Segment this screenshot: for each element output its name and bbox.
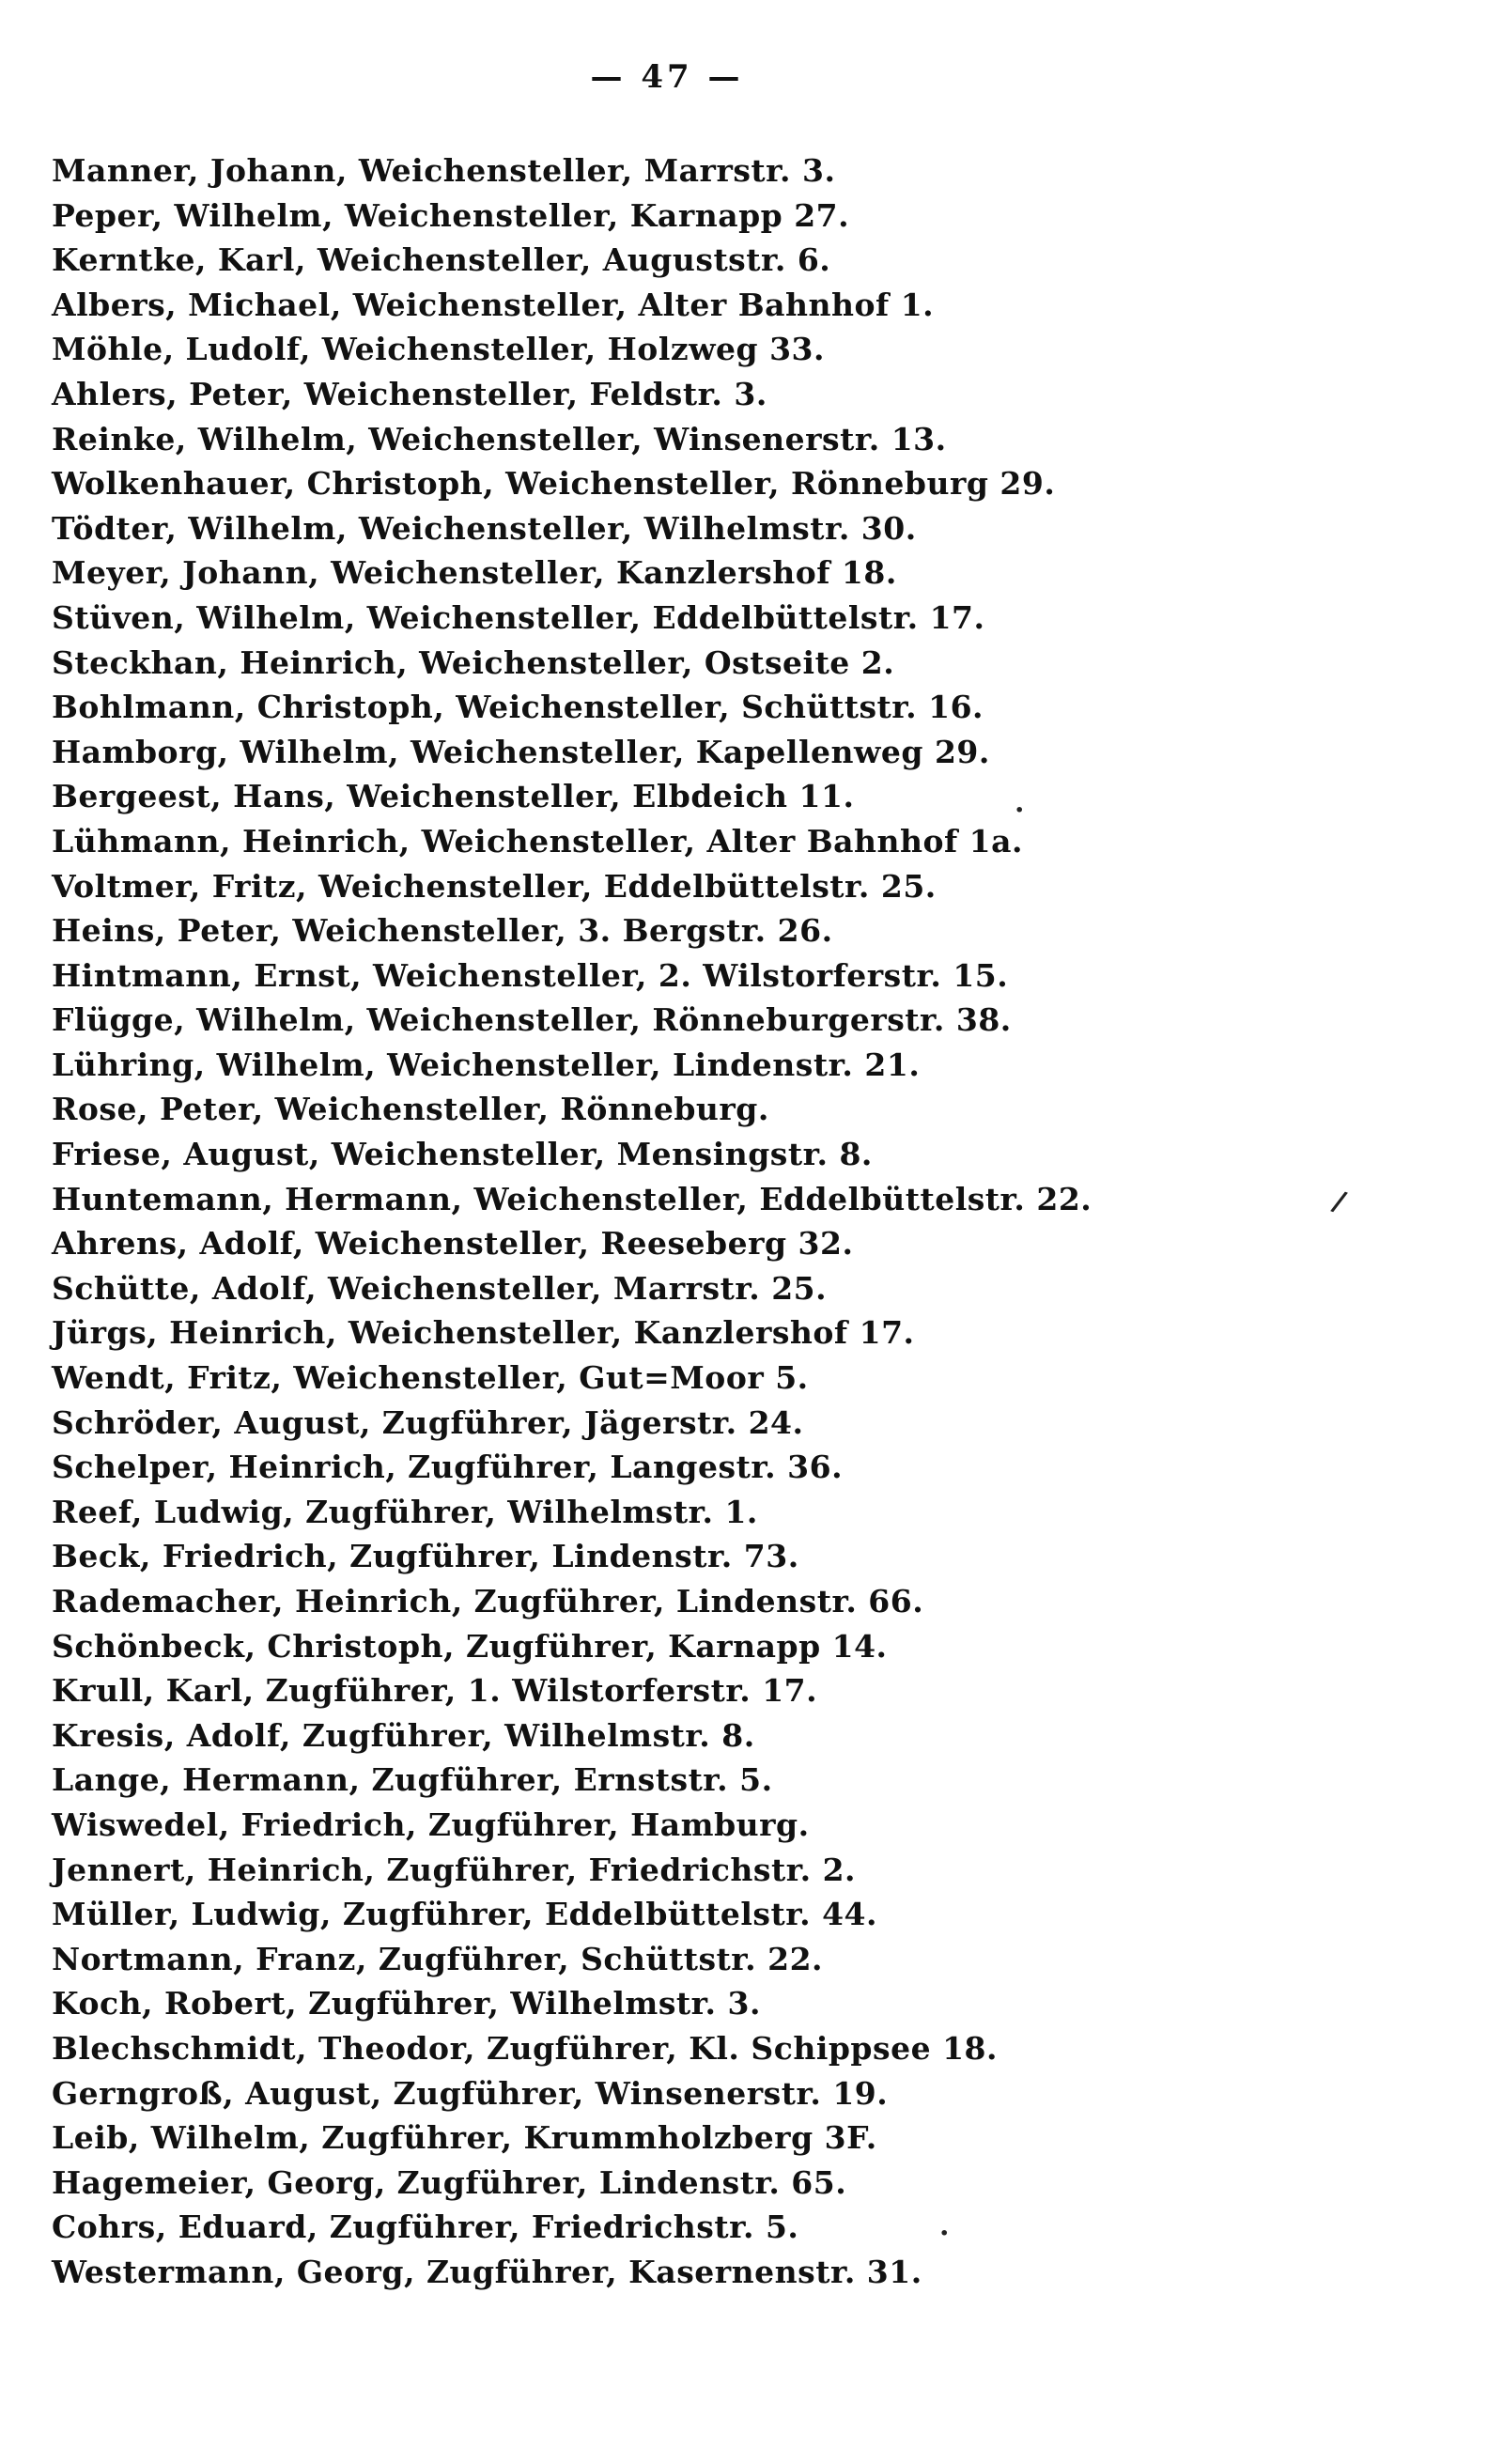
list-item: Flügge, Wilhelm, Weichensteller, Rönneburgerstr. 38. [52, 1001, 1012, 1039]
list-item: Peper, Wilhelm, Weichensteller, Karnapp 27. [52, 196, 850, 234]
list-item: Jennert, Heinrich, Zugführer, Friedrichstr. 2. [52, 1851, 857, 1888]
scan-speck: · [939, 2217, 950, 2250]
list-item: Manner, Johann, Weichensteller, Marrstr. 3. [52, 152, 836, 189]
list-item: Schütte, Adolf, Weichensteller, Marrstr. 25. [52, 1269, 828, 1307]
list-item: Cohrs, Eduard, Zugführer, Friedrichstr. 5. [52, 2208, 799, 2246]
list-item: Lühmann, Heinrich, Weichensteller, Alter Bahnhof 1a. [52, 822, 1023, 860]
list-item: Rademacher, Heinrich, Zugführer, Lindenstr. 66. [52, 1583, 924, 1619]
list-item: Wiswedel, Friedrich, Zugführer, Hamburg. [52, 1805, 810, 1843]
list-item: Möhle, Ludolf, Weichensteller, Holzweg 33. [52, 331, 825, 368]
list-item: Jürgs, Heinrich, Weichensteller, Kanzlershof 17. [52, 1314, 915, 1352]
list-item: Blechschmidt, Theodor, Zugführer, Kl. Schippsee 18. [52, 2029, 998, 2067]
list-item: Tödter, Wilhelm, Weichensteller, Wilhelmstr. 30. [52, 509, 917, 547]
list-item: Hintmann, Ernst, Weichensteller, 2. Wilstorferstr. 15. [52, 956, 1009, 994]
list-item: Schröder, August, Zugführer, Jägerstr. 24. [52, 1403, 804, 1441]
list-item: Hagemeier, Georg, Zugführer, Lindenstr. 65. [52, 2163, 847, 2201]
list-item: Müller, Ludwig, Zugführer, Eddelbüttelstr. 44. [52, 1896, 877, 1933]
list-item: Heins, Peter, Weichensteller, 3. Bergstr. 26. [52, 912, 833, 950]
list-item: Kerntke, Karl, Weichensteller, Auguststr. 6. [52, 241, 831, 279]
list-item: Leib, Wilhelm, Zugführer, Krummholzberg 3F. [52, 2119, 877, 2157]
list-item: Ahrens, Adolf, Weichensteller, Reeseberg 32. [52, 1225, 854, 1263]
list-item: Albers, Michael, Weichensteller, Alter Bahnhof 1. [52, 286, 935, 323]
directory-list [52, 148, 1092, 2295]
list-item: Steckhan, Heinrich, Weichensteller, Ostseite 2. [52, 643, 895, 681]
list-item: Reef, Ludwig, Zugführer, Wilhelmstr. 1. [52, 1493, 758, 1530]
list-item: Gerngroß, August, Zugführer, Winsenerstr. 19. [52, 2074, 889, 2112]
list-item: Wendt, Fritz, Weichensteller, Gut=Moor 5. [52, 1359, 809, 1397]
list-item: Koch, Robert, Zugführer, Wilhelmstr. 3. [52, 1985, 761, 2022]
list-item: Rose, Peter, Weichensteller, Rönneburg. [52, 1091, 769, 1128]
list-item: Lühring, Wilhelm, Weichensteller, Lindenstr. 21. [52, 1046, 921, 1083]
list-item: Lange, Hermann, Zugführer, Ernststr. 5. [52, 1761, 773, 1799]
list-item: Bohlmann, Christoph, Weichensteller, Schüttstr. 16. [52, 689, 984, 726]
list-item: Voltmer, Fritz, Weichensteller, Eddelbüttelstr. 25. [52, 867, 937, 905]
list-item: Krull, Karl, Zugführer, 1. Wilstorferstr. 17. [52, 1672, 818, 1710]
list-item: Kresis, Adolf, Zugführer, Wilhelmstr. 8. [52, 1716, 755, 1754]
list-item: Schelper, Heinrich, Zugführer, Langestr. 36. [52, 1449, 844, 1486]
list-item: Beck, Friedrich, Zugführer, Lindenstr. 73. [52, 1538, 799, 1575]
list-item: Meyer, Johann, Weichensteller, Kanzlershof 18. [52, 554, 897, 592]
list-item: Bergeest, Hans, Weichensteller, Elbdeich 11. [52, 778, 855, 815]
list-item: Reinke, Wilhelm, Weichensteller, Winsenerstr. 13. [52, 420, 947, 457]
scan-speck: · [1015, 794, 1025, 827]
list-item: Ahlers, Peter, Weichensteller, Feldstr. 3. [52, 375, 767, 412]
list-item: Friese, August, Weichensteller, Mensingstr. 8. [52, 1136, 873, 1173]
scan-stroke: / [1328, 1185, 1350, 1219]
page-number: — 47 — [590, 58, 744, 96]
list-item: Westermann, Georg, Zugführer, Kasernenstr. 31. [52, 2253, 922, 2290]
list-item: Stüven, Wilhelm, Weichensteller, Eddelbüttelstr. 17. [52, 598, 985, 636]
list-item: Nortmann, Franz, Zugführer, Schüttstr. 22. [52, 1940, 824, 1977]
list-item: Huntemann, Hermann, Weichensteller, Eddelbüttelstr. 22. [52, 1180, 1092, 1217]
list-item: Wolkenhauer, Christoph, Weichensteller, Rönneburg 29. [52, 465, 1056, 503]
list-item: Schönbeck, Christoph, Zugführer, Karnapp 14. [52, 1627, 888, 1665]
list-item: Hamborg, Wilhelm, Weichensteller, Kapellenweg 29. [52, 733, 990, 770]
